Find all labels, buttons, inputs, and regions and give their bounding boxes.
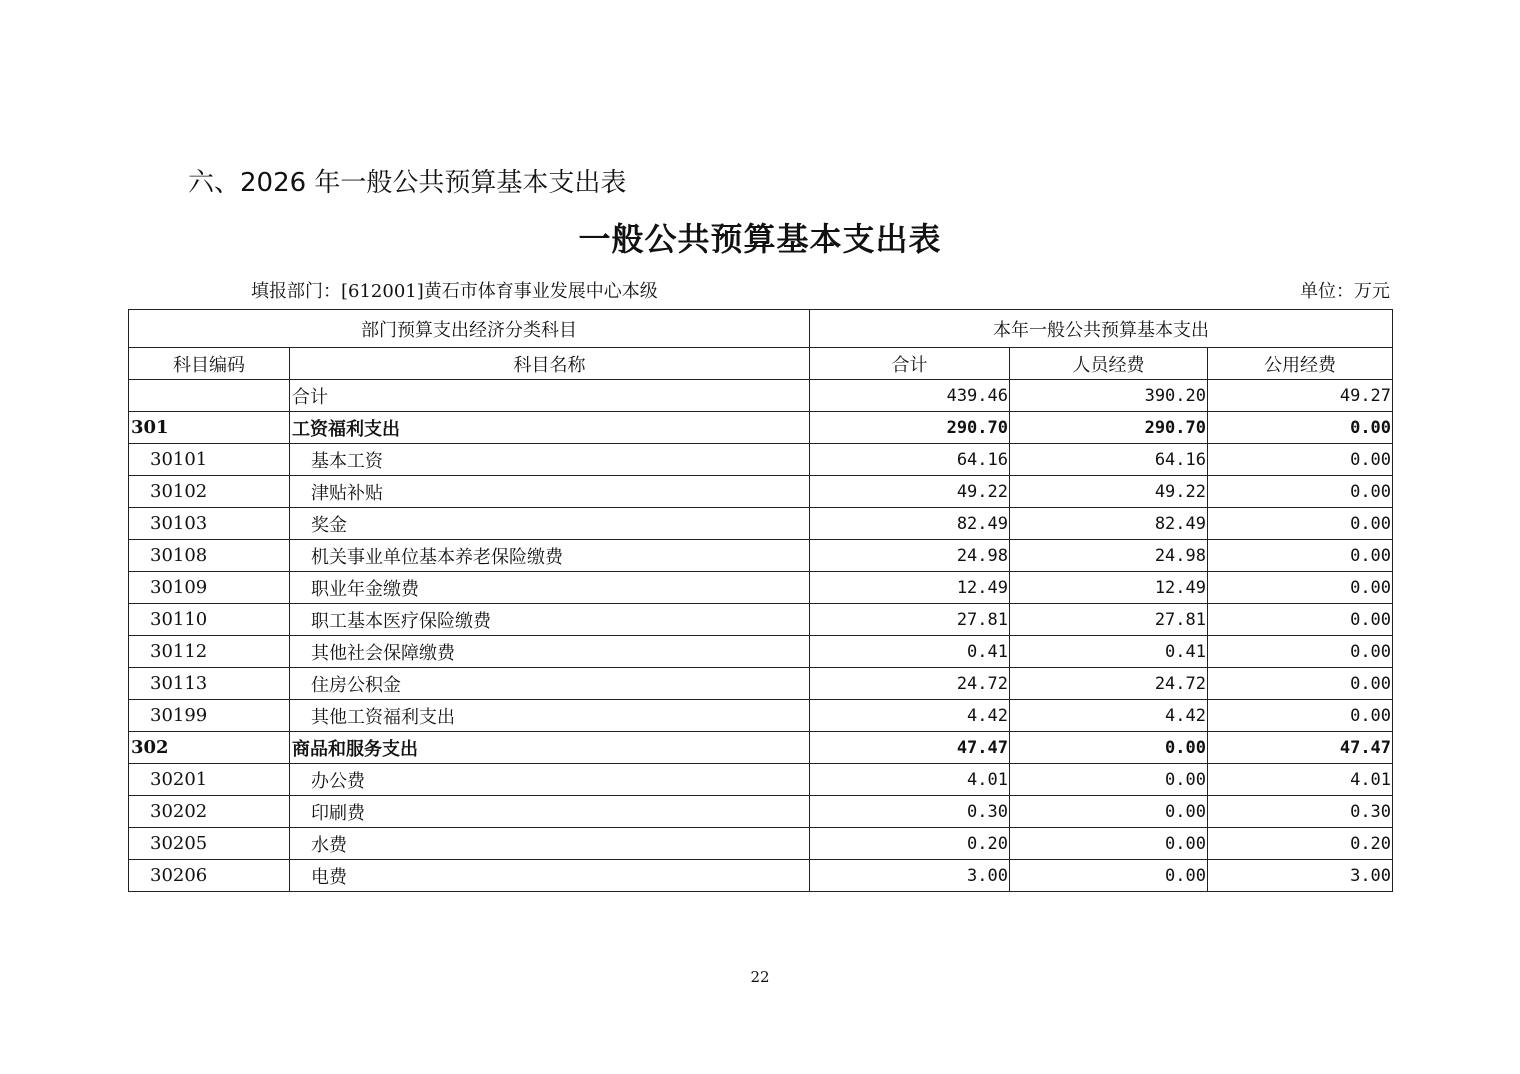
unit-label: 单位：万元 xyxy=(1300,281,1390,302)
cell-code: 30202 xyxy=(129,796,290,828)
table-row xyxy=(129,476,1393,508)
table-row xyxy=(129,380,1393,412)
header-code: 科目编码 xyxy=(129,348,290,380)
department-label: 填报部门：[612001]黄石市体育事业发展中心本级 xyxy=(251,281,658,302)
cell-personnel: 0.00 xyxy=(1010,764,1208,796)
cell-total: 0.20 xyxy=(810,828,1010,860)
cell-name: 水费 xyxy=(290,828,810,860)
cell-public: 4.01 xyxy=(1208,764,1393,796)
cell-total: 24.98 xyxy=(810,540,1010,572)
table-row xyxy=(129,860,1393,892)
header-name: 科目名称 xyxy=(290,348,810,380)
cell-total: 3.00 xyxy=(810,860,1010,892)
table-body xyxy=(129,380,1393,892)
cell-name: 商品和服务支出 xyxy=(290,732,810,764)
cell-name: 其他工资福利支出 xyxy=(290,700,810,732)
cell-public: 0.00 xyxy=(1208,444,1393,476)
table-row xyxy=(129,636,1393,668)
cell-total: 47.47 xyxy=(810,732,1010,764)
header-row-columns xyxy=(129,348,1393,380)
cell-public: 0.00 xyxy=(1208,476,1393,508)
cell-name: 住房公积金 xyxy=(290,668,810,700)
cell-code: 30205 xyxy=(129,828,290,860)
cell-public: 0.20 xyxy=(1208,828,1393,860)
header-row-group xyxy=(129,310,1393,348)
cell-personnel: 24.72 xyxy=(1010,668,1208,700)
cell-name: 办公费 xyxy=(290,764,810,796)
cell-personnel: 64.16 xyxy=(1010,444,1208,476)
cell-personnel: 82.49 xyxy=(1010,508,1208,540)
cell-personnel: 24.98 xyxy=(1010,540,1208,572)
cell-personnel: 0.00 xyxy=(1010,828,1208,860)
cell-total: 290.70 xyxy=(810,412,1010,444)
cell-name: 基本工资 xyxy=(290,444,810,476)
cell-code: 301 xyxy=(129,412,290,444)
table-row xyxy=(129,796,1393,828)
cell-public: 0.00 xyxy=(1208,604,1393,636)
cell-code: 302 xyxy=(129,732,290,764)
page-number: 22 xyxy=(750,968,770,986)
cell-personnel: 0.00 xyxy=(1010,796,1208,828)
cell-name: 电费 xyxy=(290,860,810,892)
table-title: 一般公共预算基本支出表 xyxy=(578,220,942,258)
cell-name: 印刷费 xyxy=(290,796,810,828)
cell-public: 0.00 xyxy=(1208,572,1393,604)
cell-name: 职业年金缴费 xyxy=(290,572,810,604)
cell-name: 奖金 xyxy=(290,508,810,540)
table-row xyxy=(129,604,1393,636)
cell-name: 其他社会保障缴费 xyxy=(290,636,810,668)
table-row xyxy=(129,828,1393,860)
cell-name: 机关事业单位基本养老保险缴费 xyxy=(290,540,810,572)
cell-code: 30199 xyxy=(129,700,290,732)
cell-total: 4.01 xyxy=(810,764,1010,796)
cell-public: 47.47 xyxy=(1208,732,1393,764)
cell-personnel: 290.70 xyxy=(1010,412,1208,444)
cell-code: 30201 xyxy=(129,764,290,796)
cell-public: 0.30 xyxy=(1208,796,1393,828)
cell-code xyxy=(129,380,290,412)
header-personnel: 人员经费 xyxy=(1010,348,1208,380)
cell-total: 82.49 xyxy=(810,508,1010,540)
cell-total: 64.16 xyxy=(810,444,1010,476)
cell-code: 30110 xyxy=(129,604,290,636)
table-row xyxy=(129,572,1393,604)
cell-public: 0.00 xyxy=(1208,412,1393,444)
cell-public: 49.27 xyxy=(1208,380,1393,412)
cell-public: 0.00 xyxy=(1208,540,1393,572)
header-public: 公用经费 xyxy=(1208,348,1393,380)
table-row xyxy=(129,732,1393,764)
cell-personnel: 27.81 xyxy=(1010,604,1208,636)
cell-public: 0.00 xyxy=(1208,668,1393,700)
cell-total: 0.30 xyxy=(810,796,1010,828)
header-total: 合计 xyxy=(810,348,1010,380)
cell-name: 职工基本医疗保险缴费 xyxy=(290,604,810,636)
cell-code: 30101 xyxy=(129,444,290,476)
cell-name: 合计 xyxy=(290,380,810,412)
cell-personnel: 0.00 xyxy=(1010,860,1208,892)
cell-code: 30112 xyxy=(129,636,290,668)
cell-code: 30109 xyxy=(129,572,290,604)
table-row xyxy=(129,700,1393,732)
cell-total: 0.41 xyxy=(810,636,1010,668)
cell-code: 30113 xyxy=(129,668,290,700)
cell-name: 工资福利支出 xyxy=(290,412,810,444)
cell-personnel: 49.22 xyxy=(1010,476,1208,508)
cell-personnel: 12.49 xyxy=(1010,572,1208,604)
table-row xyxy=(129,508,1393,540)
cell-total: 4.42 xyxy=(810,700,1010,732)
cell-code: 30103 xyxy=(129,508,290,540)
cell-personnel: 0.00 xyxy=(1010,732,1208,764)
cell-code: 30102 xyxy=(129,476,290,508)
section-heading: 六、2026 年一般公共预算基本支出表 xyxy=(188,168,627,198)
header-basic-expenditure: 本年一般公共预算基本支出 xyxy=(810,310,1393,348)
cell-name: 津贴补贴 xyxy=(290,476,810,508)
cell-personnel: 0.41 xyxy=(1010,636,1208,668)
cell-code: 30108 xyxy=(129,540,290,572)
cell-total: 439.46 xyxy=(810,380,1010,412)
cell-total: 24.72 xyxy=(810,668,1010,700)
table-row xyxy=(129,412,1393,444)
cell-code: 30206 xyxy=(129,860,290,892)
cell-public: 0.00 xyxy=(1208,700,1393,732)
header-economic-classification: 部门预算支出经济分类科目 xyxy=(129,310,810,348)
table-row xyxy=(129,668,1393,700)
table-row xyxy=(129,444,1393,476)
cell-total: 12.49 xyxy=(810,572,1010,604)
cell-total: 49.22 xyxy=(810,476,1010,508)
table-row xyxy=(129,764,1393,796)
cell-public: 0.00 xyxy=(1208,636,1393,668)
table-row xyxy=(129,540,1393,572)
budget-table xyxy=(128,309,1393,892)
cell-total: 27.81 xyxy=(810,604,1010,636)
cell-personnel: 4.42 xyxy=(1010,700,1208,732)
cell-public: 0.00 xyxy=(1208,508,1393,540)
cell-personnel: 390.20 xyxy=(1010,380,1208,412)
cell-public: 3.00 xyxy=(1208,860,1393,892)
